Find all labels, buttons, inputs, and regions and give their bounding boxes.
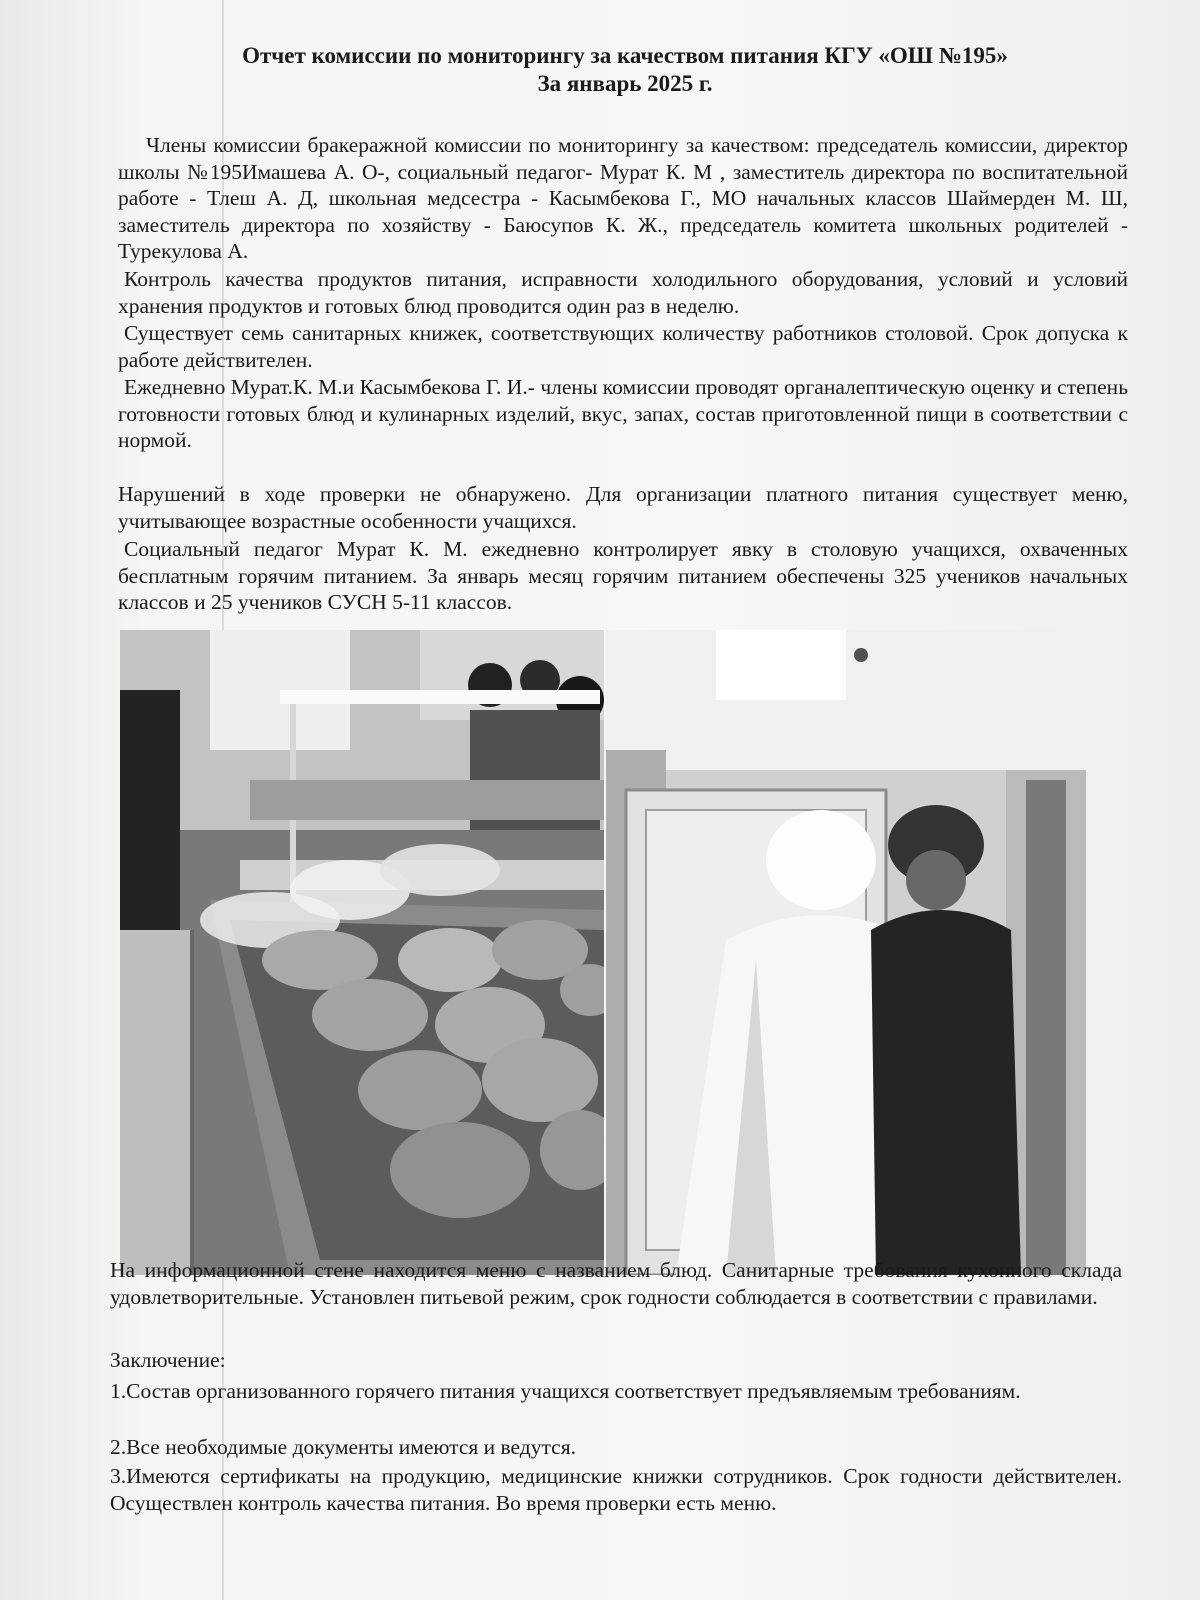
conclusion-item-1: 1.Состав организованного горячего питания учащихся соответствует предъявляемым требованиям. bbox=[110, 1379, 1021, 1403]
paragraph-quality-control: Контроль качества продуктов питания, исправности холодильного оборудования, условий и условий хранения продуктов и готовых блюд проводится один раз в неделю. bbox=[118, 267, 1128, 318]
document-title: Отчет комиссии по мониторингу за качеством питания КГУ «ОШ №195» bbox=[242, 43, 1008, 68]
bread-counter-image bbox=[120, 630, 604, 1275]
paragraph-sanitary-books: Существует семь санитарных книжек, соответствующих количеству работников столовой. Срок допуска к работе действителен. bbox=[118, 321, 1128, 372]
paragraph-no-violations: Нарушений в ходе проверки не обнаружено. Для организации платного питания существует меню, учитывающее возрастные особенности учащихся. bbox=[118, 482, 1128, 533]
conclusion-item-2: 2.Все необходимые документы имеются и ведутся. bbox=[110, 1435, 576, 1459]
conclusion-item-3: 3.Имеются сертификаты на продукцию, медицинские книжки сотрудников. Срок годности действителен. Осуществлен контроль качества питания. Во время проверки есть меню. bbox=[110, 1464, 1122, 1515]
kitchen-staff-image bbox=[606, 630, 1086, 1275]
paragraph-daily-assessment: Ежедневно Мурат.К. М.и Касымбекова Г. И.- члены комиссии проводят органалептическую оценку и степень готовности готовых блюд и кулинарных изделий, вкус, запах, состав приготовленной пищи в соответствии с нормой. bbox=[118, 375, 1128, 452]
paragraph-info-wall: На информационной стене находится меню с названием блюд. Санитарные требования кухонного склада удовлетворительные. Установлен питьевой режим, срок годности соблюдается в соответствии с правилами. bbox=[110, 1258, 1122, 1309]
photo-bread-counter bbox=[120, 630, 604, 1275]
paragraph-commission-members: Члены комиссии бракеражной комиссии по мониторингу за качеством: председатель комиссии, директор школы №195Имашева А. О-, социальный педагог- Мурат К. М , заместитель директора по воспитательной работе - Тлеш А. Д, школьная медсестра - Касымбекова Г., МО начальных классов Шаймерден М. Ш, заместитель директора по хозяйству - Баюсупов К. Ж., председатель комитета школьных родителей - Турекулова А. bbox=[118, 133, 1128, 263]
photo-kitchen-staff bbox=[606, 630, 1086, 1275]
paragraph-free-meals: Социальный педагог Мурат К. М. ежедневно контролирует явку в столовую учащихся, охваченных бесплатным горячим питанием. За январь месяц горячим питанием обеспечены 325 учеников начальных классов и 25 учеников СУСН 5-11 классов. bbox=[118, 537, 1128, 614]
document-subtitle: За январь 2025 г. bbox=[537, 71, 713, 96]
conclusion-heading: Заключение: bbox=[110, 1348, 226, 1372]
